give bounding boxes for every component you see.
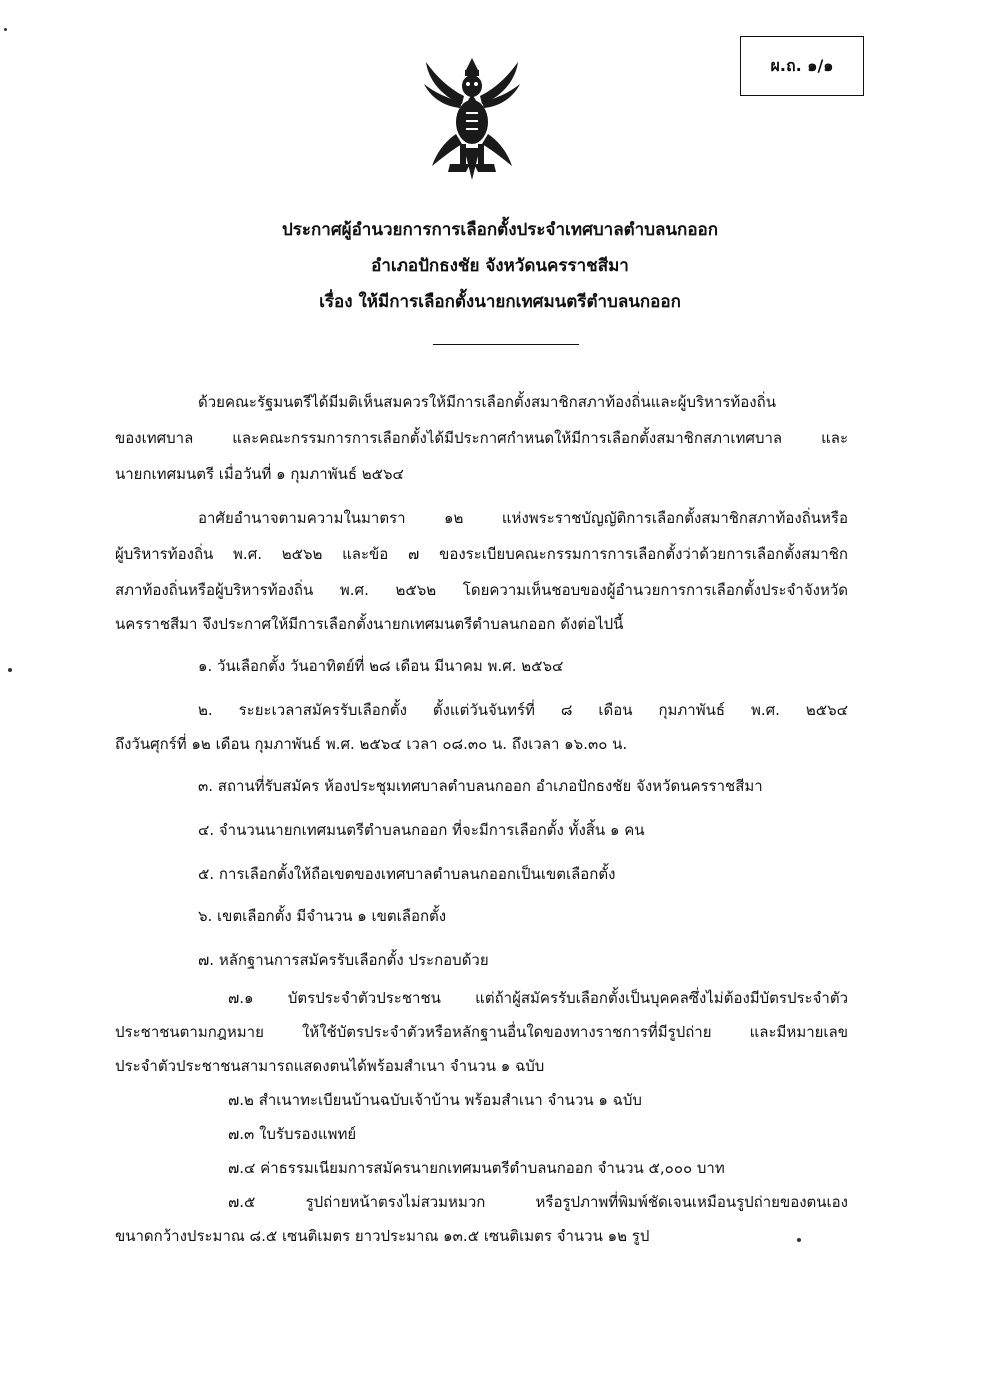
subitem-7-5-line-1: ๗.๕ รูปถ่ายหน้าตรงไม่สวมหมวก หรือรูปภาพที่พิมพ์ชัดเจนเหมือนรูปถ่ายของตนเอง bbox=[228, 1193, 848, 1211]
intro-line-2: ของเทศบาล และคณะกรรมการการเลือกตั้งได้มีประกาศกำหนดให้มีการเลือกตั้งสมาชิกสภาเทศบาล และ bbox=[115, 429, 848, 447]
title-line-3: เรื่อง ให้มีการเลือกตั้งนายกเทศมนตรีตำบลนกออก bbox=[319, 292, 681, 312]
subitem-7-1-line-3: ประจำตัวประชาชนสามารถแสดงตนได้พร้อมสำเนา จำนวน ๑ ฉบับ bbox=[115, 1057, 545, 1075]
intro-line-1: ด้วยคณะรัฐมนตรีได้มีมติเห็นสมควรให้มีการเลือกตั้งสมาชิกสภาท้องถิ่นและผู้บริหารท้องถิ่น bbox=[198, 393, 776, 411]
scan-speck bbox=[8, 668, 12, 672]
authority-line-3: สภาท้องถิ่นหรือผู้บริหารท้องถิ่น พ.ศ. ๒๕๖๒ โดยความเห็นชอบของผู้อำนวยการการเลือกตั้งประจำจังหวัด bbox=[115, 581, 848, 599]
scan-speck bbox=[4, 28, 7, 31]
subitem-7-5-line-2: ขนาดกว้างประมาณ ๘.๕ เซนติเมตร ยาวประมาณ ๑๓.๕ เซนติเมตร จำนวน ๑๒ รูป bbox=[115, 1227, 650, 1245]
authority-line-4: นครราชสีมา จึงประกาศให้มีการเลือกตั้งนายกเทศมนตรีตำบลนกออก ดังต่อไปนี้ bbox=[115, 615, 624, 633]
title-line-2: อำเภอปักธงชัย จังหวัดนครราชสีมา bbox=[371, 256, 629, 276]
subitem-7-3: ๗.๓ ใบรับรองแพทย์ bbox=[228, 1125, 357, 1143]
title-divider bbox=[433, 344, 579, 345]
form-code: ผ.ถ. ๑/๑ bbox=[770, 55, 834, 75]
subitem-7-1-line-1: ๗.๑ บัตรประจำตัวประชาชน แต่ถ้าผู้สมัครรับเลือกตั้งเป็นบุคคลซึ่งไม่ต้องมีบัตรประจำตัว bbox=[228, 989, 848, 1007]
item-5: ๕. การเลือกตั้งให้ถือเขตของเทศบาลตำบลนกออกเป็นเขตเลือกตั้ง bbox=[198, 865, 616, 883]
item-1: ๑. วันเลือกตั้ง วันอาทิตย์ที่ ๒๘ เดือน มีนาคม พ.ศ. ๒๕๖๔ bbox=[198, 657, 564, 675]
intro-line-3: นายกเทศมนตรี เมื่อวันที่ ๑ กุมภาพันธ์ ๒๕๖๔ bbox=[115, 465, 404, 483]
item-2-line-1: ๒. ระยะเวลาสมัครรับเลือกตั้ง ตั้งแต่วันจันทร์ที่ ๘ เดือน กุมภาพันธ์ พ.ศ. ๒๕๖๔ bbox=[198, 701, 848, 719]
item-7: ๗. หลักฐานการสมัครรับเลือกตั้ง ประกอบด้วย bbox=[198, 951, 489, 969]
scan-speck bbox=[797, 1238, 801, 1242]
item-3: ๓. สถานที่รับสมัคร ห้องประชุมเทศบาลตำบลนกออก อำเภอปักธงชัย จังหวัดนครราชสีมา bbox=[198, 777, 763, 795]
subitem-7-1-line-2: ประชาชนตามกฎหมาย ให้ใช้บัตรประจำตัวหรือหลักฐานอื่นใดของทางราชการที่มีรูปถ่าย และมีหมายเลข bbox=[115, 1023, 848, 1041]
subitem-7-4: ๗.๔ ค่าธรรมเนียมการสมัครนายกเทศมนตรีตำบลนกออก จำนวน ๕,๐๐๐ บาท bbox=[228, 1159, 725, 1177]
title-line-1: ประกาศผู้อำนวยการการเลือกตั้งประจำเทศบาลตำบลนกออก bbox=[281, 220, 719, 240]
item-6: ๖. เขตเลือกตั้ง มีจำนวน ๑ เขตเลือกตั้ง bbox=[198, 907, 447, 925]
subitem-7-2: ๗.๒ สำเนาทะเบียนบ้านฉบับเจ้าบ้าน พร้อมสำเนา จำนวน ๑ ฉบับ bbox=[228, 1091, 642, 1109]
authority-line-1: อาศัยอำนาจตามความในมาตรา ๑๒ แห่งพระราชบัญญัติการเลือกตั้งสมาชิกสภาท้องถิ่นหรือ bbox=[198, 509, 848, 527]
item-2-line-2: ถึงวันศุกร์ที่ ๑๒ เดือน กุมภาพันธ์ พ.ศ. ๒๕๖๔ เวลา ๐๘.๓๐ น. ถึงเวลา ๑๖.๓๐ น. bbox=[115, 735, 628, 753]
form-code-box bbox=[740, 36, 864, 96]
item-4: ๔. จำนวนนายกเทศมนตรีตำบลนกออก ที่จะมีการเลือกตั้ง ทั้งสิ้น ๑ คน bbox=[198, 821, 645, 839]
authority-line-2: ผู้บริหารท้องถิ่น พ.ศ. ๒๕๖๒ และข้อ ๗ ของระเบียบคณะกรรมการการเลือกตั้งว่าด้วยการเลือกตั้งสมาชิก bbox=[115, 545, 848, 563]
garuda-emblem-icon bbox=[420, 56, 524, 184]
